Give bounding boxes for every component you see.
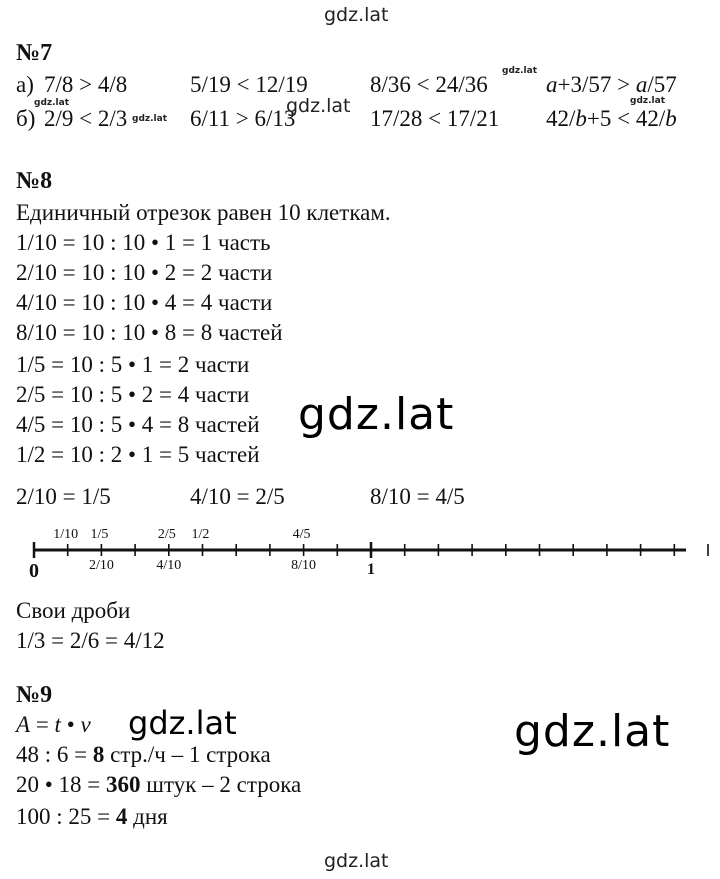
number-line-label-below: 2/10 [88,558,114,573]
task8-line: 2/5 = 10 : 5 • 2 = 4 части [16,382,250,407]
watermark-row-b-left: gdz.lat [34,98,70,108]
number-line-label-above: 1/10 [53,527,79,542]
row-b-col2: 6/11 > 6/13 [190,106,296,131]
task7-heading: №7 [16,40,53,66]
number-line-one: 1 [367,561,375,578]
watermark-mid-large: gdz.lat [298,389,455,440]
number-line-label-above: 2/5 [157,527,176,542]
row-b-col1: 2/9 < 2/3 [44,106,128,131]
number-line-label-below: 4/10 [156,558,182,573]
row-b-label: б) [16,106,36,131]
task9-line3: 100 : 25 = 4 дня [16,804,168,829]
watermark-row-b-mid: gdz.lat [286,95,351,117]
number-line-zero: 0 [29,560,39,582]
own-fractions-title: Свои дроби [16,598,131,623]
task9-heading: №9 [16,682,53,708]
number-line-label-above: 1/2 [191,527,210,542]
number-line-label-above: 4/5 [292,527,311,542]
row-a-col4: a+3/57 > a/57 [546,72,677,97]
task8-intro: Единичный отрезок равен 10 клеткам. [16,200,391,225]
task8-line: 4/10 = 10 : 10 • 4 = 4 части [16,290,273,315]
task8-line: 2/10 = 10 : 10 • 2 = 2 части [16,260,273,285]
watermark-row-a-sup2: gdz.lat [630,96,666,106]
watermark-right-large: gdz.lat [514,706,671,757]
row-a-col1: 7/8 > 4/8 [44,72,128,97]
watermark-top: gdz.lat [324,4,389,26]
watermark-bottom: gdz.lat [324,850,389,872]
number-line-ticks [34,542,708,558]
row-b-col3: 17/28 < 17/21 [370,106,500,131]
task8-line: 1/5 = 10 : 5 • 1 = 2 части [16,352,250,377]
number-line [0,518,720,582]
task8-line: 1/10 = 10 : 10 • 1 = 1 часть [16,230,271,255]
equality: 2/10 = 1/5 [16,484,111,509]
watermark-section9-inline: gdz.lat [128,704,237,742]
row-a-col3: 8/36 < 24/36 [370,72,488,97]
equality: 4/10 = 2/5 [190,484,285,509]
watermark-row-b-sup: gdz.lat [132,114,168,124]
equality: 8/10 = 4/5 [370,484,465,509]
task9-line2: 20 • 18 = 360 штук – 2 строка [16,772,302,797]
task8-heading: №8 [16,168,53,194]
task8-line: 4/5 = 10 : 5 • 4 = 8 частей [16,412,260,437]
task9-formula: A = t • v [16,712,91,737]
task9-line1: 48 : 6 = 8 стр./ч – 1 строка [16,742,271,767]
number-line-label-above: 1/5 [90,527,109,542]
number-line-label-below: 8/10 [291,558,317,573]
task8-line: 1/2 = 10 : 2 • 1 = 5 частей [16,442,260,467]
row-b-col4: 42/b+5 < 42/b [546,106,677,131]
watermark-row-a-sup: gdz.lat [502,66,538,76]
row-a-label: а) [16,72,34,97]
own-fractions: 1/3 = 2/6 = 4/12 [16,628,165,653]
row-a-col2: 5/19 < 12/19 [190,72,308,97]
task8-line: 8/10 = 10 : 10 • 8 = 8 частей [16,320,283,345]
